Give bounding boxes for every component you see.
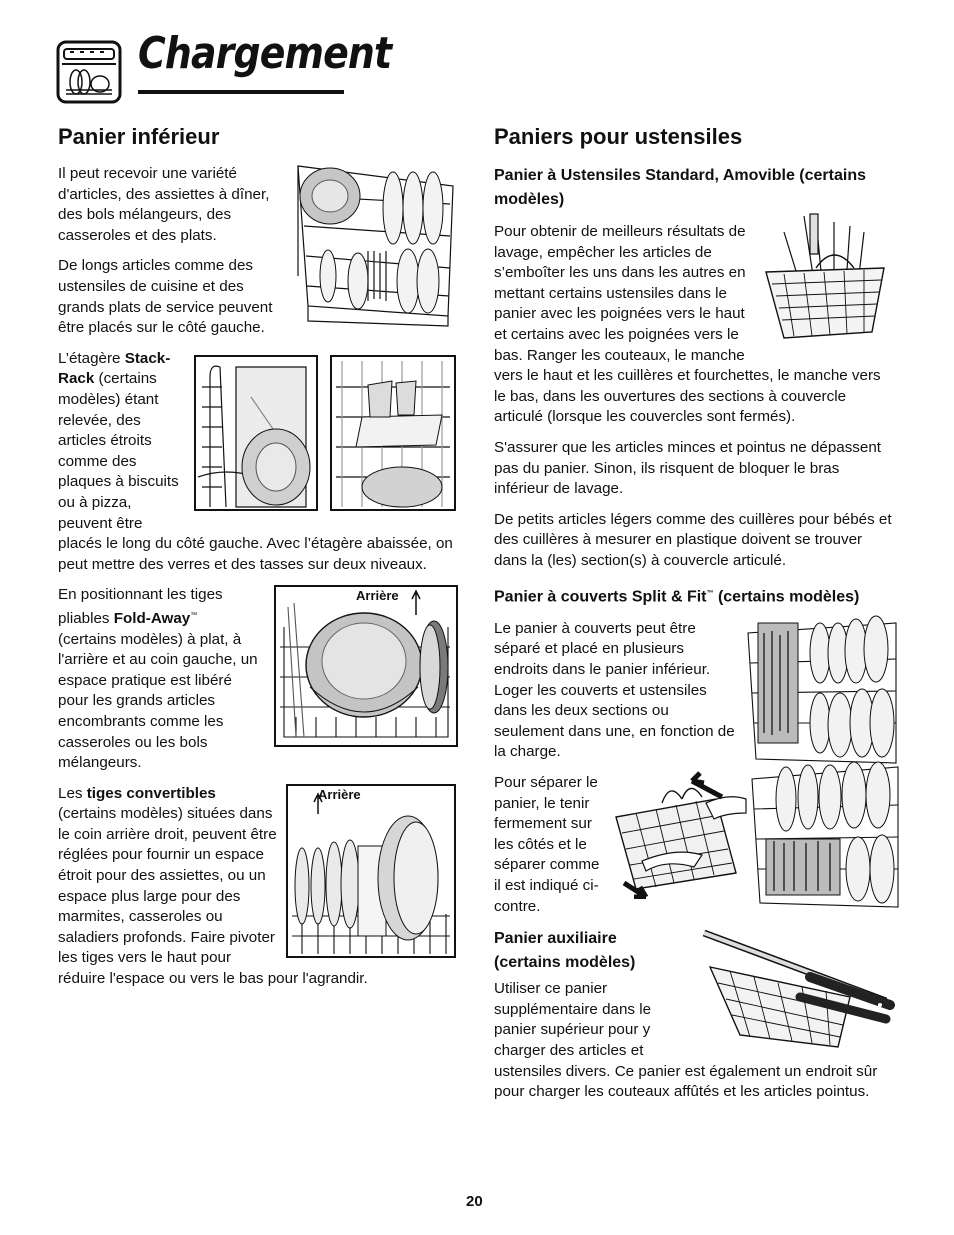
right-para-4: Le panier à couverts peut être séparé et placé en plusieurs endroits dans le panier inférieur. Loger les couverts et ustensiles dans les deux sections ou seulement dans une, en fonction de la charge. [494, 619, 735, 761]
stack-rack-images [194, 355, 458, 515]
right-para-6: Utiliser ce panier supplémentaire dans le panier supérieur pour y charger des articles et ustensiles divers. Ce panier est également un endroit sûr pour charger les couteaux affûtés et les articles pointus. [494, 980, 878, 1101]
convertible-tines-image-wrap [286, 784, 458, 960]
left-text-flow [58, 164, 458, 990]
stack-rack-text: (certains modèles) étant relevée, des articles étroits comme des plaques à biscuits ou à pizza, peuvent être placés le long du côté gauche. Avec l’étagère abaissée, on peut mettre des verres et des tasses sur deux niveaux. [58, 370, 453, 573]
fold-away-image [274, 585, 458, 747]
right-para-3: De petits articles légers comme des cuillères pour bébés et des cuillères à mesurer en plastique doivent se trouver dans la (les) section(s) à couvercle articulé. [494, 510, 892, 569]
left-para-1: Il peut recevoir une variété d'articles, des assiettes à dîner, des bols mélangeurs, des casseroles et des plats. [58, 165, 270, 244]
back-label-convertible: Arrière [318, 786, 361, 802]
convertible-term: tiges convertibles [86, 784, 216, 802]
split-basket-hands-image [606, 763, 752, 899]
dishwasher-icon [56, 40, 122, 104]
back-label-fold-away: Arrière [356, 588, 399, 604]
split-fit-rack-image-2 [746, 759, 904, 911]
right-text-flow [494, 164, 896, 1103]
left-para-2: De longs articles comme des ustensiles de cuisine et des grands plats de service peuvent être placés sur le côté gauche. [58, 257, 273, 337]
lower-rack-image [288, 156, 458, 328]
silverware-basket-image [754, 212, 896, 344]
stack-rack-term: Stack-Rack [58, 349, 171, 388]
fold-away-intro: En positionnant les tiges pliables [58, 586, 223, 627]
page-title: Chargement [138, 28, 392, 79]
title-rule [138, 90, 344, 94]
subheading-auxiliary: Panier auxiliaire (certains modèles) [494, 930, 636, 972]
auxiliary-basket-image [700, 927, 896, 1051]
fold-away-text: (certains modèles) à plat, à l'arrière et au coin gauche, un espace pratique est libéré pour les grands articles encombrants comme les casseroles ou les bols mélangeurs. [58, 630, 258, 772]
fold-away-image-wrap [274, 585, 458, 749]
split-fit-name: Panier à couverts Split & Fit [494, 587, 707, 605]
stack-rack-intro: L’étagère [58, 349, 125, 367]
split-fit-trademark: ™ [706, 589, 714, 597]
subheading-split-fit [494, 582, 896, 609]
right-para-2: S'assurer que les articles minces et pointus ne dépassent pas du panier. Sinon, ils risquent de bloquer le bras inférieur de lavage. [494, 438, 882, 498]
fold-away-trademark: ™ [190, 611, 198, 619]
page-number: 20 [466, 1193, 483, 1210]
convertible-intro: Les [58, 784, 87, 802]
heading-paniers-ustensiles: Paniers pour ustensiles [494, 124, 743, 149]
split-fit-note: (certains modèles) [713, 587, 860, 605]
heading-panier-inferieur: Panier inférieur [58, 124, 220, 149]
subheading-standard-basket: Panier à Ustensiles Standard, Amovible (certains modèles) [494, 167, 866, 208]
convertible-text: (certains modèles) situées dans le coin arrière droit, peuvent être réglées pour fournir un espace étroit pour des assiettes, ou un espace plus large pour des marmites, casseroles ou saladiers profonds. Faire pivoter les tiges vers le haut pour réduire l'espace ou vers le bas pour l'agrandir. [58, 805, 368, 988]
split-fit-images [606, 763, 902, 917]
right-para-1: Pour obtenir de meilleurs résultats de lavage, empêcher les articles de s’emboîter les uns dans les autres en mettant certains ustensiles dans le panier avec les poignées vers le haut et certains avec les poignées vers le bas. Ranger les couteaux, le manche vers le haut et les cuillères et fourchettes, le manche vers le bas, dans les ouvertures des sections à couvercle articulé (lorsque les couvercles sont fermés). [494, 223, 881, 426]
stack-rack-down-image [330, 355, 456, 511]
stack-rack-up-image [194, 355, 318, 511]
right-para-5: Pour séparer le panier, le tenir fermement sur les côtés et le séparer comme il est indiqué ci-contre. [494, 773, 600, 915]
convertible-tines-image [286, 784, 456, 958]
fold-away-term: Fold-Away [113, 609, 191, 627]
split-fit-rack-image-1 [742, 613, 902, 767]
